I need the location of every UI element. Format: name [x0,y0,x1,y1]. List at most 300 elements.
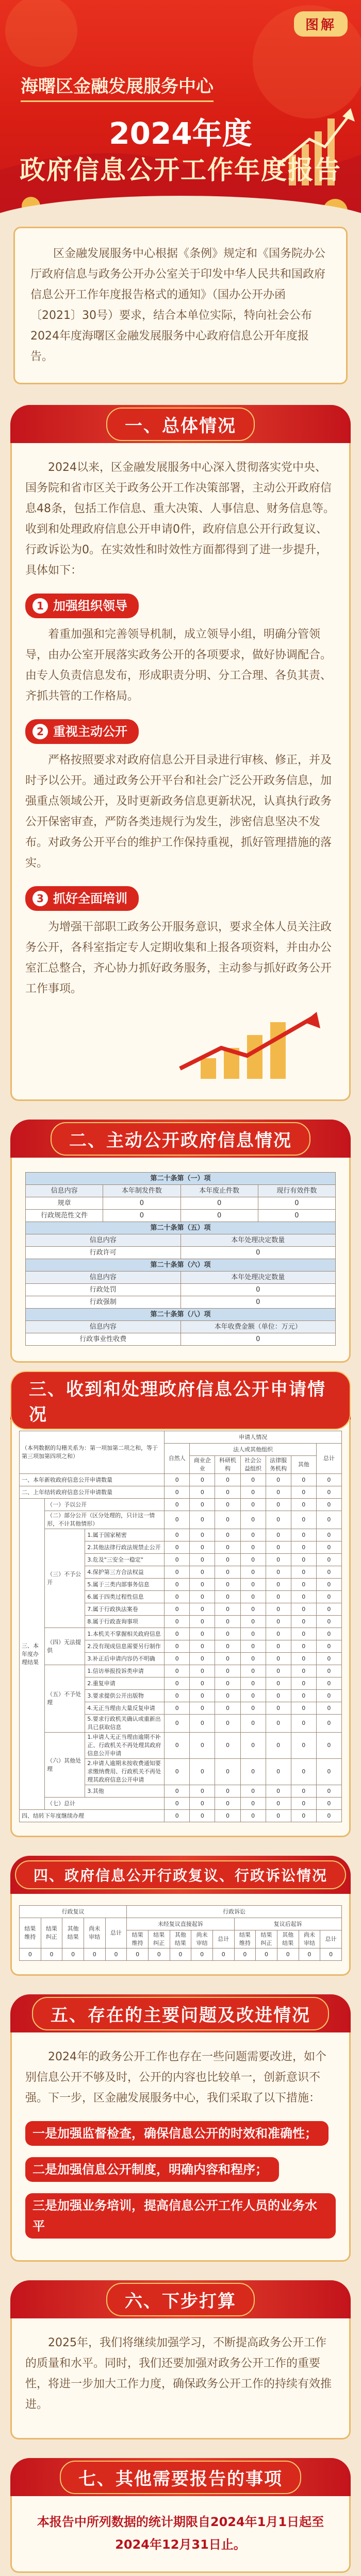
table-cell: 0 [320,1948,342,1961]
hero-year: 2024年度 [109,116,252,151]
table-cell: 0 [190,1733,215,1759]
table-header: 申请人情况 [165,1431,342,1444]
table-cell: 0 [190,1677,215,1690]
table-cell: 0 [258,1210,335,1222]
table-cell: （四）无法提供 [45,1628,85,1665]
table-cell: 0 [266,1715,291,1733]
table-cell: （六）其他处理 [45,1733,85,1798]
table-header: 信息内容 [26,1321,181,1333]
table-cell: 0 [266,1785,291,1798]
table-cell: 行政事业性收费 [26,1333,181,1346]
section-title: 七、其他需要报告的事项 [60,2461,301,2494]
table-cell: 2.重复申请 [85,1677,165,1690]
table-header: 结果纠正 [148,1930,170,1948]
table-header: 其他结果 [170,1930,191,1948]
table-corner-note: （本列数据的勾稽关系为：第一项加第二项之和，等于第三项加第四项之和） [20,1431,165,1474]
table-cell: 0 [240,1665,266,1677]
subsection-title [25,719,139,744]
table-header: 信息内容 [26,1272,181,1284]
table-cell: 0 [215,1486,240,1499]
table-cell: （七）总计 [45,1798,165,1810]
table-cell: 0 [291,1733,316,1759]
table-cell: 7.属于行政执法案卷 [85,1603,165,1616]
overview-paragraph: 2024以来，区金融发展服务中心深入贯彻落实党中央、国务院和省市区关于政务公开工作决策部署，主动公开政府信息48条，包括工作信息、重大决策、人事信息、财务信息等。收到和处理政府信息公开申请0件，政府信息公开行政复议、行政诉讼为0。在实效性和时效性方面都得到了进一步提升，具体如下： [25,461,335,577]
table-cell: 8.属于行政查询事项 [85,1616,165,1628]
table-cell: 0 [266,1810,291,1822]
table-cell: 0 [316,1715,341,1733]
table-cell: 0 [165,1759,190,1785]
table-cell: 0 [316,1474,341,1486]
section-body [10,1419,351,1837]
table-cell: 0 [316,1628,341,1640]
table-cell: 0 [190,1640,215,1653]
table-cell: 0 [165,1591,190,1603]
table-cell: 0 [256,1948,277,1961]
section-header [10,1120,351,1158]
table-cell: 0 [266,1733,291,1759]
table-cell: 0 [190,1759,215,1785]
table-cell: 0 [291,1511,316,1529]
table-header: 其他结果 [277,1930,299,1948]
section-title: 三、收到和处理政府信息公开申请情况 [10,1371,351,1430]
table-cell: 0 [266,1616,291,1628]
table-cell: 0 [165,1511,190,1529]
table-cell: 0 [41,1948,62,1961]
table-cell: 0 [190,1798,215,1810]
section-overview [0,405,361,1120]
table-row [20,1810,342,1822]
table-cell: 0 [291,1640,316,1653]
table-cell: 0 [316,1810,341,1822]
section-body [10,2318,351,2439]
table-cell: 0 [215,1690,240,1702]
table-cell: 0 [240,1715,266,1733]
table-header: 行政复议 [20,1906,127,1918]
section-header [10,1856,351,1894]
table-header: 商业企业 [190,1456,215,1474]
table-cell: 0 [291,1579,316,1591]
table-cell: 0 [215,1474,240,1486]
table-cell: 0 [266,1499,291,1511]
table-header: 尚未审结 [84,1918,105,1948]
table-header: 其他结果 [62,1918,84,1948]
table-cell: 0 [180,1247,336,1259]
subsection-number: 3 [32,891,48,906]
table-cell: 0 [190,1690,215,1702]
table-row [26,1296,336,1309]
table-cell: 0 [316,1785,341,1798]
table-cell: 0 [215,1616,240,1628]
table-cell: 0 [316,1677,341,1690]
table-cell: 0 [127,1948,149,1961]
table-cell: 0 [316,1733,341,1759]
table-cell: 0 [266,1579,291,1591]
table-cell: 0 [190,1603,215,1616]
section-body [10,1894,351,1976]
table-cell: 0 [266,1566,291,1579]
table-cell: 三、本年度办理结果 [20,1499,45,1810]
table-cell: 0 [291,1486,316,1499]
table-cell: 0 [240,1529,266,1541]
table-header: 信息内容 [26,1185,103,1197]
table-cell: 0 [240,1591,266,1603]
table-cell: 0 [240,1810,266,1822]
table-cell: 0 [165,1810,190,1822]
table-cell: 0 [190,1616,215,1628]
table-cell: 0 [291,1715,316,1733]
table-cell: 0 [266,1665,291,1677]
table-cell: 0 [215,1566,240,1579]
table-cell: 0 [316,1511,341,1529]
table-cell: 0 [103,1210,180,1222]
table-cell: 0 [240,1785,266,1798]
table-cell: 0 [291,1628,316,1640]
table-cell: 0 [266,1628,291,1640]
table-cell: 0 [215,1810,240,1822]
table-cell: 0 [258,1197,335,1210]
table-cell: 0 [165,1702,190,1715]
table-cell: 0 [165,1628,190,1640]
table-cell: 0 [215,1715,240,1733]
table-row [26,1197,336,1210]
table-cell: 0 [277,1948,299,1961]
table-cell: 0 [240,1677,266,1690]
table-header: 社会公益组织 [240,1456,266,1474]
table-cell: 0 [215,1554,240,1566]
section-body [10,443,351,1101]
table-cell: （二）部分公开（区分处理的，只计这一情形，不计其他情形） [45,1511,165,1529]
table-cell: （一）予以公开 [45,1499,165,1511]
table-cell: 0 [234,1948,256,1961]
table-cell: 0 [190,1529,215,1541]
table-header: 现行有效件数 [258,1185,335,1197]
table-cell: 0 [165,1677,190,1690]
growth-illustration [25,1007,336,1084]
table-header: 结果纠正 [256,1930,277,1948]
table-header: 其他 [291,1456,316,1474]
table-cell: 0 [215,1653,240,1665]
table-cell: 0 [316,1665,341,1677]
table-cell: 0 [240,1511,266,1529]
table-cell: 0 [84,1948,105,1961]
table-header: 尚未审结 [191,1930,213,1948]
statistics-period-text: 本报告中所列数据的统计期限自2024年1月1日起至2024年12月31日止。 [37,2515,324,2552]
table-cell: 0 [299,1948,320,1961]
table-row [20,1499,342,1511]
table-cell: 四、结转下年度继续办理 [20,1810,165,1822]
proactive-table [25,1172,336,1346]
table-cell: 0 [266,1653,291,1665]
table-cell: 0 [215,1628,240,1640]
table-cell: 3.补正后申请内容仍不明确 [85,1653,165,1665]
table-cell: 0 [316,1554,341,1566]
table-row [20,1948,342,1961]
table-cell: （五）不予处理 [45,1665,85,1733]
table-cell: 0 [180,1284,336,1296]
table-cell: 0 [316,1616,341,1628]
table-cell: 0 [190,1785,215,1798]
table-cell: 0 [190,1628,215,1640]
table-cell: 0 [165,1665,190,1677]
table-cell: 0 [266,1640,291,1653]
table-header: 本年制发件数 [103,1185,180,1197]
table-cell: 0 [180,1333,336,1346]
table-cell: 行政强制 [26,1296,181,1309]
table-cell: 0 [266,1798,291,1810]
table-row [20,1733,342,1759]
table-cell: 0 [165,1715,190,1733]
table-cell: 0 [190,1566,215,1579]
measure-item [25,2193,336,2239]
table-row [26,1247,336,1259]
table-cell: 4.无正当理由大量反复申请 [85,1702,165,1715]
subsection-number: 1 [32,598,48,614]
table-cell: 0 [190,1665,215,1677]
table-cell: 0 [190,1810,215,1822]
section-review [0,1856,361,1994]
table-cell: 0 [266,1677,291,1690]
table-cell: 0 [190,1541,215,1554]
table-cell: 0 [291,1810,316,1822]
table-row [20,1798,342,1810]
section-title: 一、总体情况 [106,408,255,441]
section-header [10,1994,351,2032]
table-cell: 0 [215,1499,240,1511]
table-cell: 0 [180,1296,336,1309]
table-cell: 0 [165,1554,190,1566]
subsection-number: 2 [32,724,48,739]
table-cell: 0 [212,1948,234,1961]
table-row [20,1628,342,1640]
measure-item [25,2121,329,2146]
table-cell: 0 [165,1566,190,1579]
section-problems [0,1994,361,2280]
table-cell: 0 [240,1653,266,1665]
table-cell: 0 [291,1554,316,1566]
table-cell: 规章 [26,1197,103,1210]
table-cell: 0 [191,1948,213,1961]
table-cell: 0 [190,1591,215,1603]
table-cell: 0 [316,1690,341,1702]
section-applications [0,1381,361,1856]
measure-text: 二是加强信息公开制度，明确内容和程序； [32,2162,268,2177]
subsection-text: 严格按照要求对政府信息公开目录进行审核、修正，并及时予以公开。通过政务公开平台和社会广泛公开政务信息，加强重点领域公开，及时更新政务信息更新状况，认真执行政务公开保密审查，严防各类违规行为发生，涉密信息坚决不发布。对政务公开平台的维护工作保持重视，抓好管理措施的落实。 [25,754,332,870]
table-cell: 0 [266,1511,291,1529]
table-cell: 3.其他 [85,1785,165,1798]
measure-item [25,2157,279,2182]
table-cell: 0 [165,1529,190,1541]
table-cell: 3.危及"三安全一稳定" [85,1554,165,1566]
table-cell: 0 [291,1759,316,1785]
table-band: 第二十条第（一）项 [26,1173,336,1185]
subsection-text: 着重加强和完善领导机制，成立领导小组，明确分管领导，由办公室开展落实政务公开的各项要求，做好协调配合。由专人负责信息发布，形成职责分明、分工合理、各负其责、齐抓共管的工作格局。 [25,628,332,703]
table-cell: 0 [165,1579,190,1591]
table-cell: 0 [190,1715,215,1733]
table-cell: 0 [291,1677,316,1690]
table-cell: 0 [165,1474,190,1486]
table-header: 本年废止件数 [180,1185,258,1197]
table-cell: 0 [291,1474,316,1486]
table-cell: 0 [266,1690,291,1702]
table-cell: 0 [291,1690,316,1702]
table-cell: 0 [316,1541,341,1554]
table-header: 法人或其他组织 [190,1444,316,1456]
table-cell: 5.属于三类内部事务信息 [85,1579,165,1591]
table-cell: 0 [240,1798,266,1810]
table-header: 总计 [212,1930,234,1948]
table-cell: 0 [240,1499,266,1511]
table-cell: 0 [316,1566,341,1579]
table-header: 信息内容 [26,1234,181,1247]
table-header: 总计 [320,1930,342,1948]
table-cell: 0 [165,1616,190,1628]
table-cell: 0 [266,1541,291,1554]
table-band: 第二十条第（六）项 [26,1259,336,1272]
section-body [10,1158,351,1363]
table-row [26,1333,336,1346]
table-cell: 0 [103,1197,180,1210]
table-cell: 0 [180,1197,258,1210]
table-cell: 0 [165,1603,190,1616]
table-cell: 0 [170,1948,191,1961]
table-cell: 0 [190,1499,215,1511]
subsection-title [25,886,139,911]
table-cell: 0 [291,1785,316,1798]
table-cell: 2.其他法律行政法规禁止公开 [85,1541,165,1554]
table-cell: 0 [190,1579,215,1591]
table-cell: 0 [316,1529,341,1541]
table-cell: 0 [215,1579,240,1591]
table-cell: 0 [291,1541,316,1554]
hero-banner [0,0,361,227]
table-cell: 0 [240,1616,266,1628]
table-header: 结果维持 [20,1918,41,1948]
subsection-label: 抓好全面培训 [53,891,127,906]
section-header [10,1379,351,1425]
table-cell: 0 [240,1554,266,1566]
table-cell: 0 [215,1603,240,1616]
section-title: 六、下步打算 [106,2283,255,2316]
table-cell: 0 [266,1474,291,1486]
measure-text: 三是加强业务培训，提高信息公开工作人员的业务水平 [32,2198,317,2233]
table-cell: 5.要求行政机关确认或重新出具已获取信息 [85,1715,165,1733]
table-cell: 0 [266,1486,291,1499]
table-cell: 0 [266,1529,291,1541]
table-cell: 0 [165,1486,190,1499]
table-cell: 0 [240,1579,266,1591]
table-header: 行政诉讼 [127,1906,342,1918]
table-cell: 0 [165,1640,190,1653]
intro-section [0,227,361,405]
table-cell: 0 [215,1591,240,1603]
table-cell: 0 [215,1798,240,1810]
graphic-badge: 图解 [294,11,348,37]
table-cell: 0 [180,1210,258,1222]
table-cell: 0 [291,1665,316,1677]
table-cell: 0 [240,1486,266,1499]
table-row [20,1511,342,1529]
table-cell: 1.申请人无正当理由逾期不补正、行政机关不再处理其政府信息公开申请 [85,1733,165,1759]
table-cell: 0 [240,1541,266,1554]
subsection-label: 加强组织领导 [53,599,127,613]
table-cell: 0 [240,1603,266,1616]
section-plans [0,2280,361,2458]
table-cell: 0 [240,1566,266,1579]
table-cell: 2.没有现成信息需要另行制作 [85,1640,165,1653]
measure-text: 一是加强监督检查，确保信息公开的时效和准确性； [32,2126,317,2141]
table-cell: 0 [190,1554,215,1566]
table-cell: 0 [165,1499,190,1511]
table-cell: 0 [215,1665,240,1677]
table-cell: 0 [165,1798,190,1810]
table-header: 自然人 [165,1444,190,1474]
table-cell: 0 [291,1616,316,1628]
table-cell: 行政规范性文件 [26,1210,103,1222]
table-row [26,1284,336,1296]
table-header: 尚未审结 [299,1930,320,1948]
table-cell: 0 [215,1759,240,1785]
table-cell: 6.属于四类过程性信息 [85,1591,165,1603]
table-header: 结果维持 [234,1930,256,1948]
section-body [10,2032,351,2262]
table-cell: 0 [105,1948,127,1961]
section-body [10,2496,351,2573]
table-cell: 0 [215,1785,240,1798]
table-header: 科研机构 [215,1456,240,1474]
table-cell: 0 [291,1702,316,1715]
table-row [20,1665,342,1677]
applications-table [19,1431,342,1822]
table-header: 未经复议直接起诉 [127,1918,234,1930]
section-title: 四、政府信息公开行政复议、行政诉讼情况 [15,1860,346,1889]
table-header: 复议后起诉 [234,1918,341,1930]
table-cell: 0 [215,1640,240,1653]
table-cell: 0 [291,1603,316,1616]
table-cell: 1.本机关不掌握相关政府信息 [85,1628,165,1640]
table-cell: 0 [20,1948,41,1961]
table-cell: 0 [62,1948,84,1961]
table-header: 总计 [316,1444,341,1474]
table-cell: 0 [215,1702,240,1715]
table-cell: 4.保护第三方合法权益 [85,1566,165,1579]
table-cell: 0 [316,1603,341,1616]
table-cell: 0 [291,1499,316,1511]
table-cell: 0 [316,1486,341,1499]
table-cell: 0 [316,1591,341,1603]
table-cell: 0 [266,1591,291,1603]
table-header: 本年处理决定数量 [180,1272,336,1284]
growth-arrow-icon [25,1007,335,1084]
table-cell: （三）不予公开 [45,1529,85,1628]
table-cell: 二、上年结转政府信息公开申请数量 [20,1486,165,1499]
hero-org-name: 海曙区金融发展服务中心 [21,72,214,102]
table-cell: 0 [240,1690,266,1702]
table-header: 法律服务机构 [266,1456,291,1474]
table-cell: 0 [291,1591,316,1603]
table-cell: 0 [266,1702,291,1715]
section-header [10,2458,351,2496]
subsection-title [25,594,139,618]
table-cell: 0 [215,1541,240,1554]
table-cell: 0 [215,1511,240,1529]
table-cell: 0 [190,1653,215,1665]
table-cell: 1.属于国家秘密 [85,1529,165,1541]
table-cell: 0 [165,1541,190,1554]
table-header: 结果维持 [127,1930,149,1948]
table-cell: 0 [291,1529,316,1541]
table-cell: 0 [316,1702,341,1715]
table-cell: 0 [190,1474,215,1486]
